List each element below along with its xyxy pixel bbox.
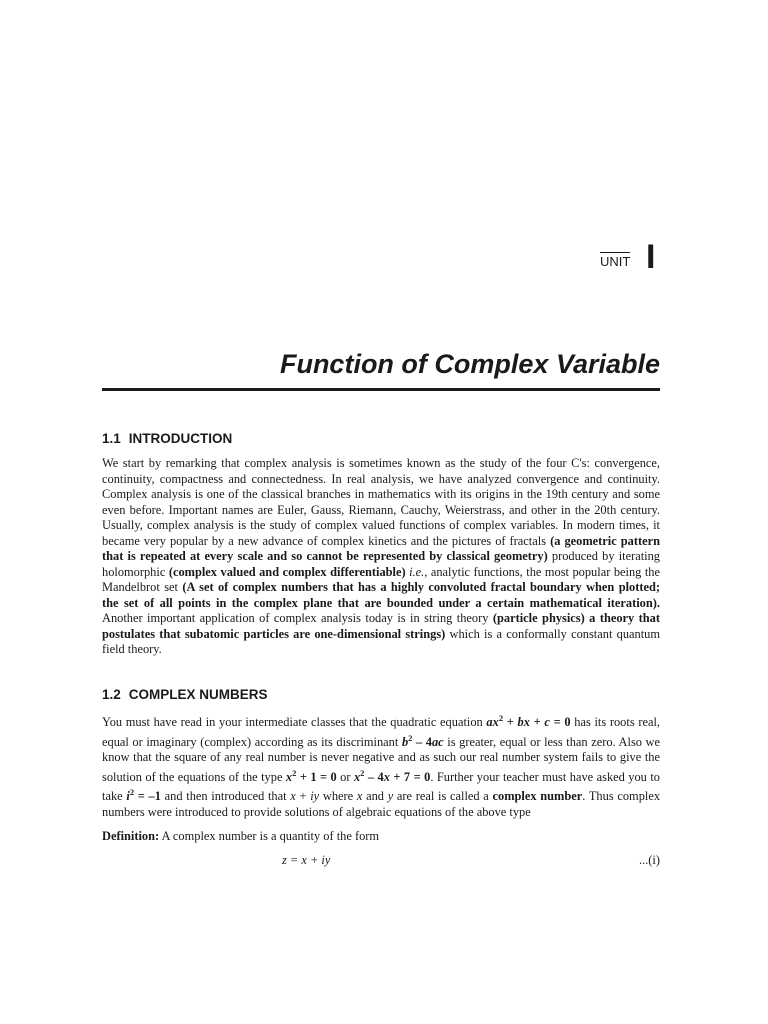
text-run: + (529, 715, 545, 730)
text-run: ac (431, 734, 444, 749)
text-run: 2 (408, 732, 413, 743)
text-run: + (503, 715, 518, 730)
text-run: iy (310, 789, 320, 804)
text-run: + (295, 789, 311, 804)
text-run: i.e. (409, 564, 425, 579)
text-run: = –1 (134, 789, 161, 804)
text-run: and (362, 789, 388, 804)
text-run: x (290, 789, 296, 804)
text-run: has its roots real, equal or imaginary (complex) according as its discriminant (102, 715, 661, 749)
text-run: 2 (292, 767, 297, 778)
text-run: bx (517, 715, 530, 730)
text-run: We start by remarking that complex analysis is sometimes known as the study of the four C's: convergence, continuity, compactness and connectedness. In real analysis, we have analyzed convergence and continuity. Complex analysis is one of the classical branches in mathematics with its origins in the 19th century and some even before. Important names are Euler, Gauss, Riemann, Cauchy, Weierstrass, and other in the 20th century. Usually, complex analysis is the study of complex valued functions of complex variables. In modern times, it became very popular by a new advance of complex kinetics and the pictures of fractals (102, 456, 660, 548)
section-number: 1.2 (102, 687, 121, 702)
text-run: = 0 (549, 715, 571, 730)
text-run: x (383, 769, 390, 784)
text-run: + 1 = 0 (296, 769, 337, 784)
section-heading-complex-numbers (102, 686, 268, 704)
text-run: . Further your teacher must have asked you to take (102, 769, 660, 804)
section-heading-introduction (102, 430, 232, 448)
text-run: ax (486, 715, 499, 730)
text-run: . Thus complex numbers were introduced to provide solutions of algebraic equations of the above type (102, 789, 661, 819)
text-run: – 4 (412, 734, 432, 749)
text-run: Another important application of complex analysis today is in string theory (102, 611, 493, 625)
definition-label: Definition: (102, 829, 160, 843)
text-run: 2 (129, 787, 135, 798)
definition-text: A complex number is a quantity of the form (159, 829, 380, 843)
text-run: b (401, 734, 409, 749)
text-run: 2 (498, 713, 504, 723)
text-run: i (126, 789, 130, 804)
text-run: which is a conformally constant quantum field theory. (102, 626, 660, 656)
title-rule (102, 388, 660, 391)
equation-expression: z = x + iy (282, 853, 331, 867)
text-run: (complex valued and complex differentiable) (168, 564, 406, 579)
section-title: INTRODUCTION (128, 431, 233, 446)
text-run: y (387, 789, 394, 804)
text-run: c (544, 715, 550, 730)
text-run: – 4 (364, 769, 384, 784)
text-run: x (285, 769, 293, 784)
unit-label: UNIT (600, 254, 631, 269)
text-run: (particle physics) a theory that postulates that subatomic particles are one-dimensional strings) (102, 611, 661, 641)
unit-number: I (646, 238, 656, 276)
equation-line (102, 852, 660, 868)
text-run: where (319, 789, 357, 804)
chapter-title: Function of Complex Variable (279, 349, 660, 379)
text-run: x (353, 769, 361, 784)
text-run: You must have read in your intermediate classes that the quadratic equation (102, 715, 487, 730)
text-run: or (336, 769, 354, 784)
text-run: (A set of complex numbers that has a highly convoluted fractal boundary when plotted; the set of all points in the complex plane that are bounded under a certain mathematical iteration). (102, 580, 660, 610)
text-run: and then introduced that (160, 789, 291, 804)
text-run: is greater, equal or less than zero. Also we know that the square of any real number is never negative and as such our real number system fails to give the solution of the equations of the type (102, 734, 661, 784)
equation-tag: ...(i) (639, 853, 660, 867)
text-run: x (356, 789, 363, 804)
text-run: (a geometric pattern that is repeated at every scale and so cannot be represented by classical geometry) (102, 533, 661, 563)
introduction-paragraph (102, 456, 660, 658)
text-run: produced by iterating holomorphic (102, 549, 660, 579)
complex-numbers-paragraph (102, 711, 660, 821)
text-run: , analytic functions, the most popular being the Mandelbrot set (102, 564, 660, 594)
text-run: 2 (360, 767, 365, 778)
text-run: complex number (492, 789, 583, 804)
text-run: + 7 = 0 (389, 769, 431, 784)
text-run: are real is called a (393, 789, 493, 804)
section-title: COMPLEX NUMBERS (128, 687, 268, 702)
section-number: 1.1 (102, 431, 121, 446)
definition-paragraph (102, 829, 660, 845)
